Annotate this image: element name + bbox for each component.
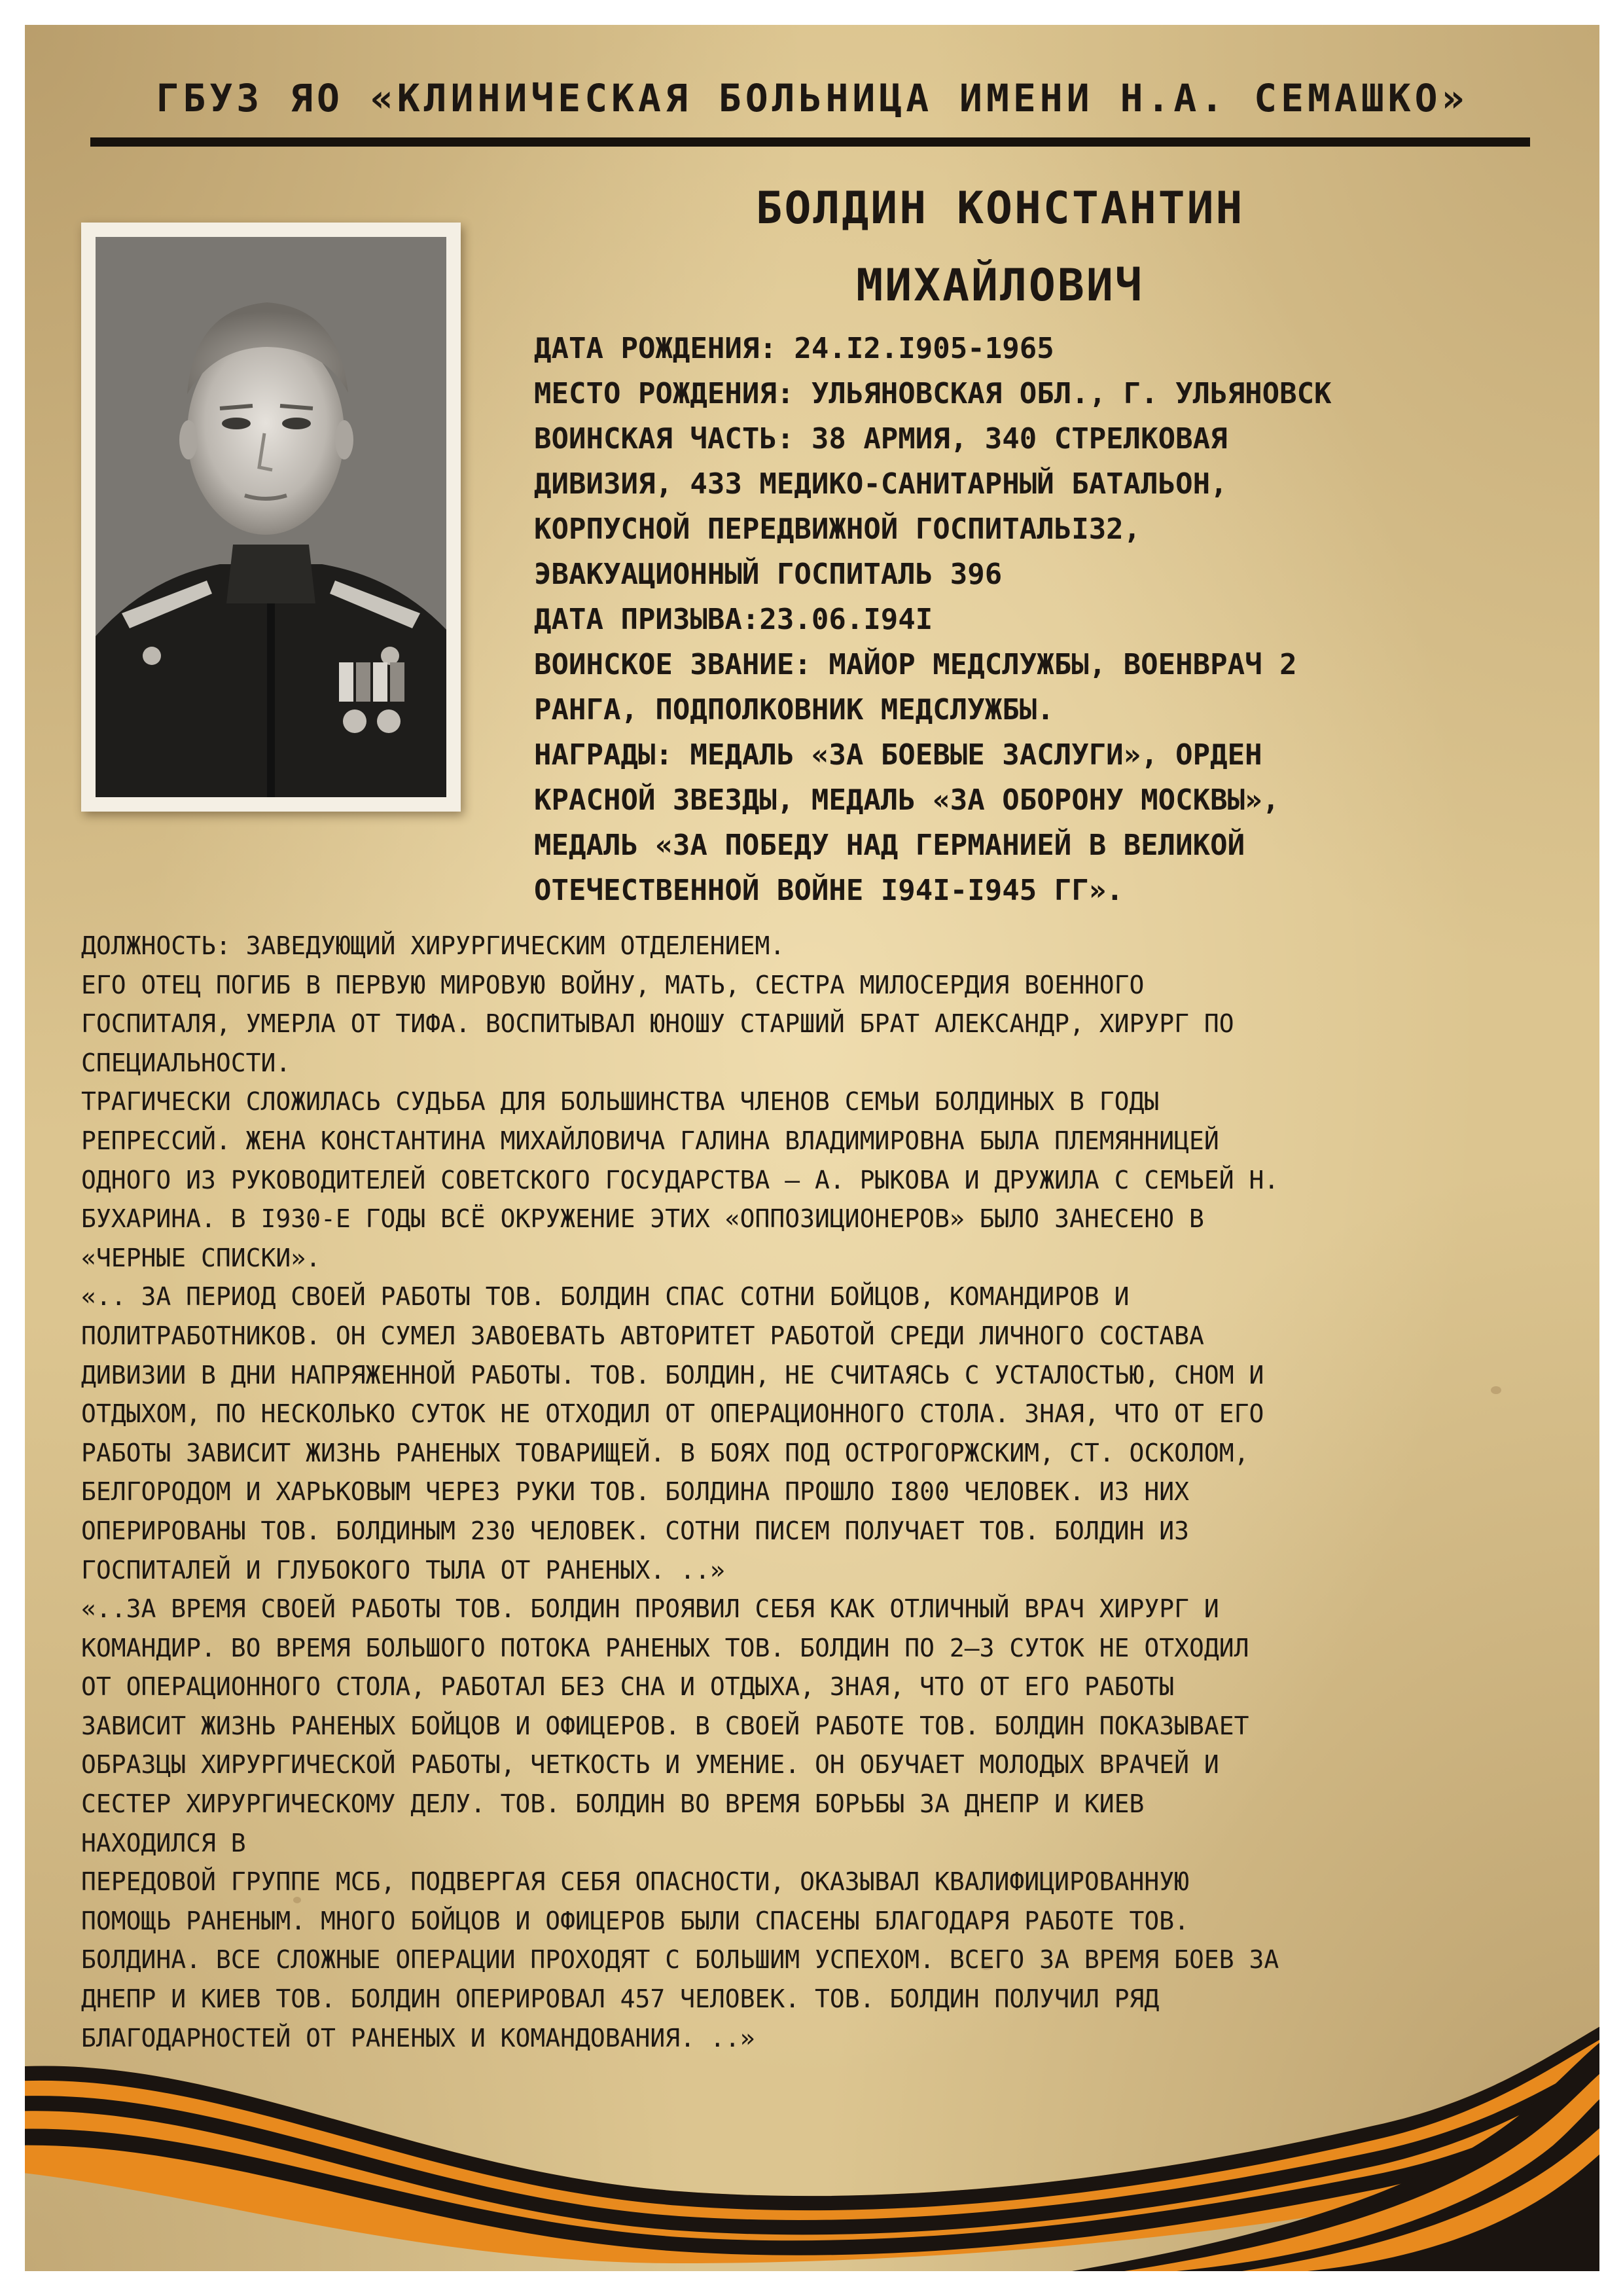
portrait-photo-icon <box>96 237 446 797</box>
biography-line: ДНЕПР И КИЕВ ТОВ. БОЛДИН ОПЕРИРОВАЛ 457 ЧЕЛОВЕК. ТОВ. БОЛДИН ПОЛУЧИЛ РЯД <box>81 1984 1160 2014</box>
biography-line: «ЧЕРНЫЕ СПИСКИ». <box>81 1243 321 1272</box>
biography-line: ТРАГИЧЕСКИ СЛОЖИЛАСЬ СУДЬБА ДЛЯ БОЛЬШИНСТВА ЧЛЕНОВ СЕМЬИ БОЛДИНЫХ В ГОДЫ <box>81 1087 1160 1117</box>
biography-line: БУХАРИНА. В I930-Е ГОДЫ ВСЁ ОКРУЖЕНИЕ ЭТИХ «ОППОЗИЦИОНЕРОВ» БЫЛО ЗАНЕСЕНО В <box>81 1204 1204 1234</box>
hospital-header: ГБУЗ ЯО «КЛИНИЧЕСКАЯ БОЛЬНИЦА ИМЕНИ Н.А. СЕМАШКО» <box>156 76 1469 120</box>
detail-military-unit: ВОИНСКАЯ ЧАСТЬ: 38 АРМИЯ, 340 СТРЕЛКОВАЯ <box>534 422 1228 456</box>
person-name-line2: МИХАЙЛОВИЧ <box>856 260 1144 312</box>
detail-birth-date: ДАТА РОЖДЕНИЯ: 24.I2.I905-1965 <box>534 332 1054 365</box>
header-divider <box>90 137 1530 147</box>
biography-line: КОМАНДИР. ВО ВРЕМЯ БОЛЬШОГО ПОТОКА РАНЕНЫХ ТОВ. БОЛДИН ПО 2—3 СУТОК НЕ ОТХОДИЛ <box>81 1633 1249 1662</box>
biography-line: ДОЛЖНОСТЬ: ЗАВЕДУЮЩИЙ ХИРУРГИЧЕСКИМ ОТДЕЛЕНИЕМ. <box>81 931 785 960</box>
biography-line: ГОСПИТАЛЯ, УМЕРЛА ОТ ТИФА. ВОСПИТЫВАЛ ЮНОШУ СТАРШИЙ БРАТ АЛЕКСАНДР, ХИРУРГ ПО <box>81 1009 1234 1039</box>
biography-line: НАХОДИЛСЯ В <box>81 1828 246 1857</box>
biography-line: БОЛДИНА. ВСЕ СЛОЖНЫЕ ОПЕРАЦИИ ПРОХОДЯТ С БОЛЬШИМ УСПЕХОМ. ВСЕГО ЗА ВРЕМЯ БОЕВ ЗА <box>81 1945 1279 1975</box>
biography-line: ЗАВИСИТ ЖИЗНЬ РАНЕНЫХ БОЙЦОВ И ОФИЦЕРОВ. В СВОЕЙ РАБОТЕ ТОВ. БОЛДИН ПОКАЗЫВАЕТ <box>81 1711 1249 1740</box>
biography-line: ОТ ОПЕРАЦИОННОГО СТОЛА, РАБОТАЛ БЕЗ СНА И ОТДЫХА, ЗНАЯ, ЧТО ОТ ЕГО РАБОТЫ <box>81 1672 1175 1702</box>
detail-conscription-date: ДАТА ПРИЗЫВА:23.06.I94I <box>534 603 933 636</box>
biography-line: ОБРАЗЦЫ ХИРУРГИЧЕСКОЙ РАБОТЫ, ЧЕТКОСТЬ И УМЕНИЕ. ОН ОБУЧАЕТ МОЛОДЫХ ВРАЧЕЙ И <box>81 1750 1219 1780</box>
biography-line: ОПЕРИРОВАНЫ ТОВ. БОЛДИНЫМ 230 ЧЕЛОВЕК. СОТНИ ПИСЕМ ПОЛУЧАЕТ ТОВ. БОЛДИН ИЗ <box>81 1516 1189 1545</box>
detail-military-unit: ЭВАКУАЦИОННЫЙ ГОСПИТАЛЬ 396 <box>534 558 1003 591</box>
st-george-ribbon-icon <box>25 1975 1599 2271</box>
person-name-line1: БОЛДИН КОНСТАНТИН <box>755 183 1245 234</box>
biography-line: «.. ЗА ПЕРИОД СВОЕЙ РАБОТЫ ТОВ. БОЛДИН СПАС СОТНИ БОЙЦОВ, КОМАНДИРОВ И <box>81 1282 1130 1312</box>
biography-line: БЛАГОДАРНОСТЕЙ ОТ РАНЕНЫХ И КОМАНДОВАНИЯ. ..» <box>81 2023 755 2053</box>
person-name <box>705 170 1294 325</box>
biography-line: РЕПРЕССИЙ. ЖЕНА КОНСТАНТИНА МИХАЙЛОВИЧА ГАЛИНА ВЛАДИМИРОВНА БЫЛА ПЛЕМЯННИЦЕЙ <box>81 1126 1219 1155</box>
detail-military-unit: КОРПУСНОЙ ПЕРЕДВИЖНОЙ ГОСПИТАЛЬI32, <box>534 512 1141 546</box>
detail-military-unit: ДИВИЗИЯ, 433 МЕДИКО-САНИТАРНЫЙ БАТАЛЬОН, <box>534 467 1228 501</box>
biography-line: ГОСПИТАЛЕЙ И ГЛУБОКОГО ТЫЛА ОТ РАНЕНЫХ. ..» <box>81 1555 725 1585</box>
detail-awards: ОТЕЧЕСТВЕННОЙ ВОЙНЕ I94I-I945 ГГ». <box>534 874 1124 907</box>
biography-line: ДИВИЗИИ В ДНИ НАПРЯЖЕННОЙ РАБОТЫ. ТОВ. БОЛДИН, НЕ СЧИТАЯСЬ С УСТАЛОСТЬЮ, СНОМ И <box>81 1360 1264 1390</box>
detail-awards: КРАСНОЙ ЗВЕЗДЫ, МЕДАЛЬ «ЗА ОБОРОНУ МОСКВЫ», <box>534 783 1280 817</box>
detail-birth-place: МЕСТО РОЖДЕНИЯ: УЛЬЯНОВСКАЯ ОБЛ., Г. УЛЬЯНОВСК <box>534 377 1332 410</box>
biography-line: СЕСТЕР ХИРУРГИЧЕСКОМУ ДЕЛУ. ТОВ. БОЛДИН ВО ВРЕМЯ БОРЬБЫ ЗА ДНЕПР И КИЕВ <box>81 1789 1145 1819</box>
detail-military-rank: РАНГА, ПОДПОЛКОВНИК МЕДСЛУЖБЫ. <box>534 693 1054 726</box>
biography-line: ЕГО ОТЕЦ ПОГИБ В ПЕРВУЮ МИРОВУЮ ВОЙНУ, МАТЬ, СЕСТРА МИЛОСЕРДИЯ ВОЕННОГО <box>81 970 1145 999</box>
biography-line: ПЕРЕДОВОЙ ГРУППЕ МСБ, ПОДВЕРГАЯ СЕБЯ ОПАСНОСТИ, ОКАЗЫВАЛ КВАЛИФИЦИРОВАННУЮ <box>81 1867 1189 1897</box>
detail-awards: МЕДАЛЬ «ЗА ПОБЕДУ НАД ГЕРМАНИЕЙ В ВЕЛИКОЙ <box>534 829 1245 862</box>
biography-line: «..ЗА ВРЕМЯ СВОЕЙ РАБОТЫ ТОВ. БОЛДИН ПРОЯВИЛ СЕБЯ КАК ОТЛИЧНЫЙ ВРАЧ ХИРУРГ И <box>81 1594 1219 1624</box>
personal-details <box>534 326 1555 913</box>
biography-line: ПОМОЩЬ РАНЕНЫМ. МНОГО БОЙЦОВ И ОФИЦЕРОВ БЫЛИ СПАСЕНЫ БЛАГОДАРЯ РАБОТЕ ТОВ. <box>81 1906 1189 1935</box>
portrait-frame <box>81 223 461 812</box>
detail-military-rank: ВОИНСКОЕ ЗВАНИЕ: МАЙОР МЕДСЛУЖБЫ, ВОЕНВРАЧ 2 <box>534 648 1297 681</box>
biography-line: СПЕЦИАЛЬНОСТИ. <box>81 1048 291 1077</box>
biography-line: ОДНОГО ИЗ РУКОВОДИТЕЛЕЙ СОВЕТСКОГО ГОСУДАРСТВА — А. РЫКОВА И ДРУЖИЛА С СЕМЬЕЙ Н. <box>81 1165 1279 1194</box>
detail-awards: НАГРАДЫ: МЕДАЛЬ «ЗА БОЕВЫЕ ЗАСЛУГИ», ОРДЕН <box>534 738 1262 772</box>
biography-line: ОТДЫХОМ, ПО НЕСКОЛЬКО СУТОК НЕ ОТХОДИЛ ОТ ОПЕРАЦИОННОГО СТОЛА. ЗНАЯ, ЧТО ОТ ЕГО <box>81 1399 1264 1429</box>
biography-line: БЕЛГОРОДОМ И ХАРЬКОВЫМ ЧЕРЕЗ РУКИ ТОВ. БОЛДИНА ПРОШЛО I800 ЧЕЛОВЕК. ИЗ НИХ <box>81 1477 1189 1507</box>
poster-page <box>25 25 1599 2271</box>
biography-text <box>81 927 1580 2058</box>
biography-line: ПОЛИТРАБОТНИКОВ. ОН СУМЕЛ ЗАВОЕВАТЬ АВТОРИТЕТ РАБОТОЙ СРЕДИ ЛИЧНОГО СОСТАВА <box>81 1321 1204 1350</box>
biography-line: РАБОТЫ ЗАВИСИТ ЖИЗНЬ РАНЕНЫХ ТОВАРИЩЕЙ. В БОЯХ ПОД ОСТРОГОРЖСКИМ, СТ. ОСКОЛОМ, <box>81 1438 1249 1467</box>
